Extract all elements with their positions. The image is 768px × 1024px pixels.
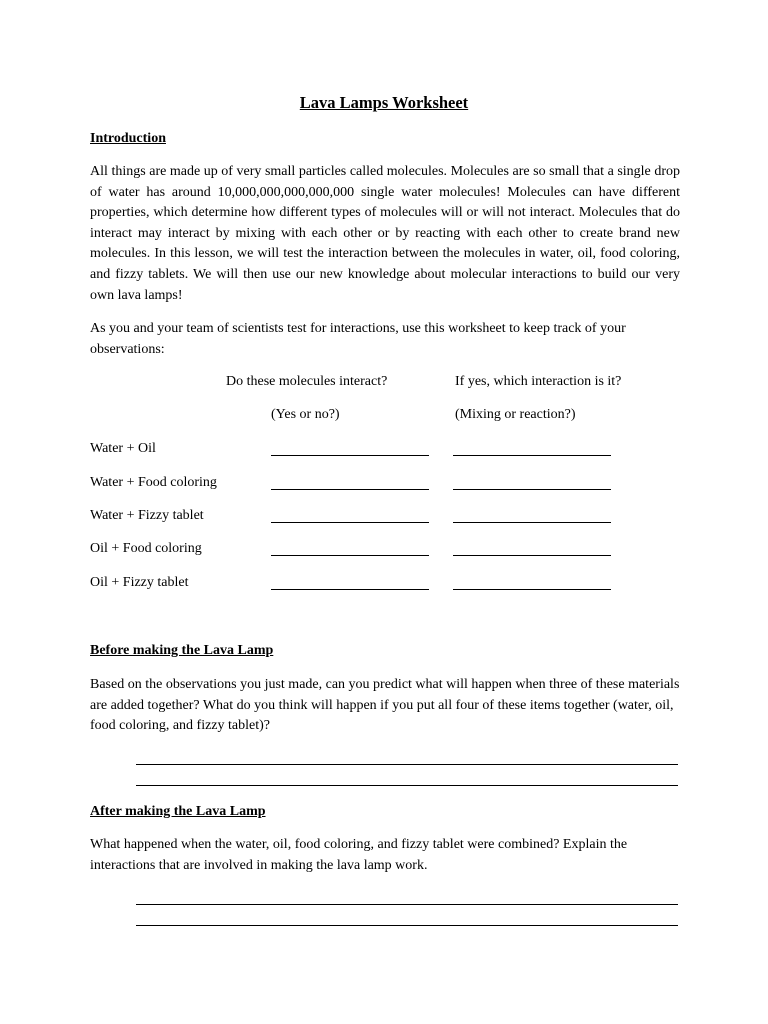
after-paragraph: What happened when the water, oil, food coloring, and fizzy tablet were combined? Explain the interactions that are involved in making the lava lamp work.	[90, 837, 628, 873]
after-answer-line-1[interactable]	[136, 904, 678, 905]
before-heading: Before making the Lava Lamp	[90, 643, 274, 658]
answer-blank-type-water-food-coloring[interactable]	[453, 489, 611, 490]
answer-blank-interact-water-food-coloring[interactable]	[271, 489, 429, 490]
interact-column-subheading: (Yes or no?)	[271, 407, 340, 422]
row-label-oil-fizzy-tablet: Oil + Fizzy tablet	[90, 575, 189, 590]
introduction-heading: Introduction	[90, 131, 166, 146]
after-heading: After making the Lava Lamp	[90, 804, 266, 819]
answer-blank-interact-oil-fizzy-tablet[interactable]	[271, 589, 429, 590]
answer-blank-type-oil-food-coloring[interactable]	[453, 555, 611, 556]
after-answer-line-2[interactable]	[136, 925, 678, 926]
answer-blank-type-oil-fizzy-tablet[interactable]	[453, 589, 611, 590]
row-label-water-food-coloring: Water + Food coloring	[90, 475, 217, 490]
before-answer-line-2[interactable]	[136, 785, 678, 786]
row-label-water-oil: Water + Oil	[90, 441, 156, 456]
answer-blank-type-water-fizzy-tablet[interactable]	[453, 522, 611, 523]
row-label-water-fizzy-tablet: Water + Fizzy tablet	[90, 508, 204, 523]
answer-blank-type-water-oil[interactable]	[453, 455, 611, 456]
interaction-type-column-subheading: (Mixing or reaction?)	[455, 407, 576, 422]
row-label-oil-food-coloring: Oil + Food coloring	[90, 541, 202, 556]
answer-blank-interact-water-oil[interactable]	[271, 455, 429, 456]
interaction-type-column-heading: If yes, which interaction is it?	[455, 374, 622, 389]
answer-blank-interact-water-fizzy-tablet[interactable]	[271, 522, 429, 523]
interact-column-heading: Do these molecules interact?	[226, 374, 388, 389]
answer-blank-interact-oil-food-coloring[interactable]	[271, 555, 429, 556]
page-title: Lava Lamps Worksheet	[299, 93, 469, 112]
instructions-paragraph: As you and your team of scientists test for interactions, use this worksheet to keep track of your observations:	[90, 321, 626, 357]
before-answer-line-1[interactable]	[136, 764, 678, 765]
introduction-paragraph: All things are made up of very small particles called molecules. Molecules are so small that a single drop of water has around 10,000,000,000,000,000 single water molecules! Molecules can have different properties, which determine how different types of molecules will or will not interact. Molecules that do interact may interact by mixing with each other or by reacting with each other to create brand new molecules. In this lesson, we will test the interaction between the molecules in water, oil, food coloring, and fizzy tablets. We will then use our new knowledge about molecular interactions to build our very own lava lamps!	[90, 164, 680, 303]
before-paragraph: Based on the observations you just made, can you predict what will happen when three of these materials are added together? What do you think will happen if you put all four of these items together (water, oil, food coloring, and fizzy tablet)?	[90, 677, 680, 734]
